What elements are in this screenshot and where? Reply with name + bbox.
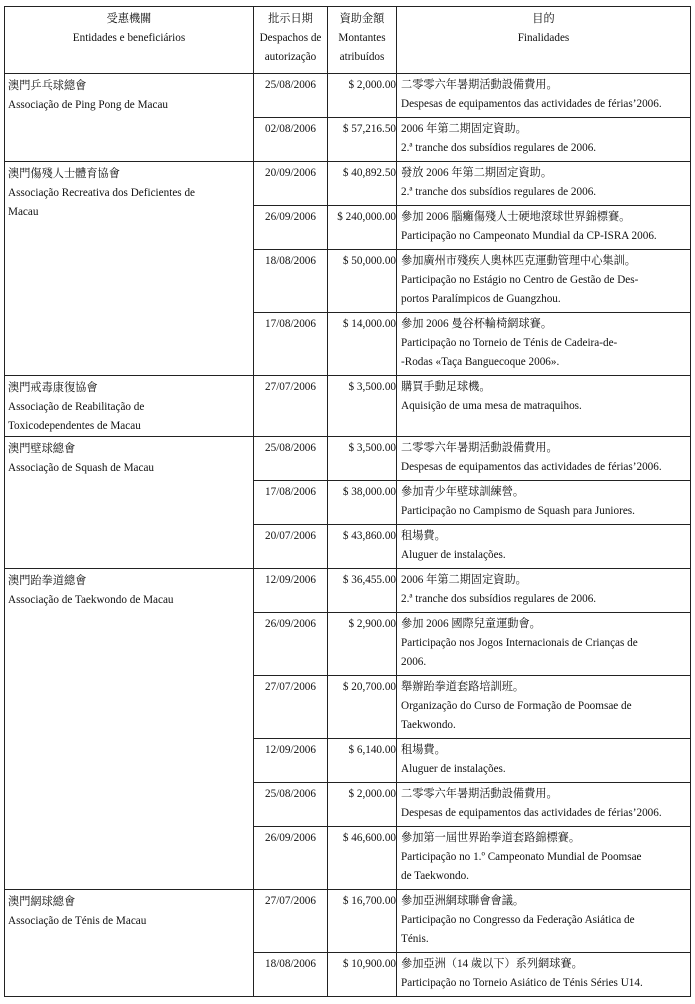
purpose-zh: 參加亞洲（14 歲以下）系列網球賽。 bbox=[401, 958, 583, 970]
dispatch-date: 18/08/2006 bbox=[254, 953, 328, 997]
entity-name-pt: Associação de Squash de Macau bbox=[8, 462, 155, 474]
amount-value: $ 3,500.00 bbox=[328, 376, 397, 437]
dispatch-date: 12/09/2006 bbox=[254, 569, 328, 613]
header-purposes-pt: Finalidades bbox=[517, 32, 570, 44]
purpose-pt: Aquisição de uma mesa de matraquihos. bbox=[401, 400, 582, 412]
purpose-zh: 參加 2006 曼谷杯輪椅網球賽。 bbox=[401, 318, 553, 330]
purpose-pt: Participação no Torneio Asiático de Ténis Séries U14. bbox=[401, 977, 643, 989]
purpose-pt: Ténis. bbox=[401, 933, 429, 945]
purpose-pt: Participação no Torneio de Ténis de Cadeira-de- bbox=[401, 337, 618, 349]
dispatch-date: 26/09/2006 bbox=[254, 613, 328, 676]
purpose-pt: Participação no 1.º Campeonato Mundial de Poomsae bbox=[401, 851, 642, 863]
amount-value: $ 240,000.00 bbox=[328, 206, 397, 250]
header-entities-pt: Entidades e beneficiários bbox=[72, 32, 186, 44]
entity-name-zh: 澳門乒乓球總會 bbox=[8, 80, 87, 92]
purpose-cell bbox=[397, 569, 691, 613]
dispatch-date: 25/08/2006 bbox=[254, 74, 328, 118]
purpose-cell bbox=[397, 118, 691, 162]
amount-value: $ 46,600.00 bbox=[328, 827, 397, 890]
purpose-zh: 租場費。 bbox=[401, 744, 446, 756]
dispatch-date: 26/09/2006 bbox=[254, 206, 328, 250]
table-row bbox=[5, 437, 691, 481]
table-row bbox=[5, 890, 691, 953]
purpose-cell bbox=[397, 890, 691, 953]
dispatch-date: 02/08/2006 bbox=[254, 118, 328, 162]
dispatch-date: 27/07/2006 bbox=[254, 890, 328, 953]
purpose-cell bbox=[397, 525, 691, 569]
amount-value: $ 10,900.00 bbox=[328, 953, 397, 997]
amount-value: $ 36,455.00 bbox=[328, 569, 397, 613]
header-dates-zh: 批示日期 bbox=[268, 13, 313, 25]
header-dates-pt1: Despachos de bbox=[259, 32, 322, 44]
purpose-pt: Taekwondo. bbox=[401, 719, 456, 731]
entity-name-pt: Macau bbox=[8, 206, 39, 218]
subsidies-table bbox=[4, 6, 691, 997]
purpose-pt: -Rodas «Taça Banguecoque 2006». bbox=[401, 356, 560, 368]
purpose-cell bbox=[397, 613, 691, 676]
header-amounts bbox=[328, 7, 397, 74]
purpose-cell bbox=[397, 250, 691, 313]
purpose-pt: Participação no Estágio no Centro de Gestão de Des- bbox=[401, 274, 639, 286]
purpose-cell bbox=[397, 437, 691, 481]
header-entities-zh: 受惠機關 bbox=[106, 13, 152, 25]
entity-name-pt: Associação de Ténis de Macau bbox=[8, 915, 147, 927]
entity-name-pt: Associação de Taekwondo de Macau bbox=[8, 594, 174, 606]
dispatch-date: 17/08/2006 bbox=[254, 313, 328, 376]
header-amounts-pt2: atribuídos bbox=[339, 51, 385, 63]
purpose-cell bbox=[397, 313, 691, 376]
purpose-cell bbox=[397, 676, 691, 739]
purpose-zh: 租場費。 bbox=[401, 530, 446, 542]
amount-value: $ 43,860.00 bbox=[328, 525, 397, 569]
entity-name-pt: Associação Recreativa dos Deficientes de bbox=[8, 187, 195, 199]
purpose-pt: Organização do Curso de Formação de Poomsae de bbox=[401, 700, 632, 712]
header-dates bbox=[254, 7, 328, 74]
purpose-pt: portos Paralímpicos de Guangzhou. bbox=[401, 293, 561, 305]
amount-value: $ 3,500.00 bbox=[328, 437, 397, 481]
amount-value: $ 40,892.50 bbox=[328, 162, 397, 206]
amount-value: $ 20,700.00 bbox=[328, 676, 397, 739]
header-amounts-pt1: Montantes bbox=[338, 32, 386, 44]
purpose-zh: 舉辦跆拳道套路培訓班。 bbox=[401, 681, 525, 693]
purpose-cell bbox=[397, 74, 691, 118]
purpose-pt: Participação no Campeonato Mundial da CP-ISRA 2006. bbox=[401, 230, 657, 242]
entity-name-pt: Toxicodependentes de Macau bbox=[8, 420, 141, 432]
header-purposes bbox=[397, 7, 691, 74]
table-body bbox=[5, 74, 691, 997]
purpose-cell bbox=[397, 481, 691, 525]
amount-value: $ 2,000.00 bbox=[328, 783, 397, 827]
dispatch-date: 18/08/2006 bbox=[254, 250, 328, 313]
purpose-pt: Despesas de equipamentos das actividades de férias’2006. bbox=[401, 98, 662, 110]
purpose-zh: 參加 2006 國際兒童運動會。 bbox=[401, 618, 541, 630]
amount-value: $ 14,000.00 bbox=[328, 313, 397, 376]
table-row bbox=[5, 376, 691, 437]
purpose-pt: Participação nos Jogos Internacionais de Crianças de bbox=[401, 637, 638, 649]
dispatch-date: 25/08/2006 bbox=[254, 783, 328, 827]
purpose-zh: 參加第一屆世界跆拳道套路錦標賽。 bbox=[401, 832, 581, 844]
entity-cell bbox=[5, 376, 254, 437]
purpose-zh: 2006 年第二期固定資助。 bbox=[401, 574, 527, 586]
dispatch-date: 27/07/2006 bbox=[254, 676, 328, 739]
purpose-zh: 參加廣州市殘疾人奧林匹克運動管理中心集訓。 bbox=[401, 255, 636, 267]
purpose-cell bbox=[397, 739, 691, 783]
purpose-cell bbox=[397, 953, 691, 997]
purpose-pt: 2006. bbox=[401, 656, 427, 668]
purpose-zh: 二零零六年暑期活動設備費用。 bbox=[401, 788, 558, 800]
entity-name-pt: Associação de Ping Pong de Macau bbox=[8, 99, 169, 111]
dispatch-date: 12/09/2006 bbox=[254, 739, 328, 783]
entity-name-pt: Associação de Reabilitação de bbox=[8, 401, 145, 413]
table-row bbox=[5, 74, 691, 118]
purpose-zh: 二零零六年暑期活動設備費用。 bbox=[401, 79, 558, 91]
header-dates-pt2: autorização bbox=[264, 51, 317, 63]
dispatch-date: 20/09/2006 bbox=[254, 162, 328, 206]
amount-value: $ 2,900.00 bbox=[328, 613, 397, 676]
purpose-zh: 二零零六年暑期活動設備費用。 bbox=[401, 442, 558, 454]
purpose-zh: 參加青少年壁球訓練營。 bbox=[401, 486, 525, 498]
purpose-pt: Aluguer de instalações. bbox=[401, 763, 506, 775]
dispatch-date: 26/09/2006 bbox=[254, 827, 328, 890]
entity-name-zh: 澳門網球總會 bbox=[8, 896, 76, 908]
purpose-zh: 發放 2006 年第二期固定資助。 bbox=[401, 167, 553, 179]
purpose-pt: 2.ª tranche dos subsídios regulares de 2006. bbox=[401, 593, 597, 605]
purpose-pt: Despesas de equipamentos das actividades de férias’2006. bbox=[401, 807, 662, 819]
header-purposes-zh: 目的 bbox=[532, 13, 555, 25]
amount-value: $ 57,216.50 bbox=[328, 118, 397, 162]
dispatch-date: 25/08/2006 bbox=[254, 437, 328, 481]
purpose-cell bbox=[397, 376, 691, 437]
entity-cell bbox=[5, 890, 254, 997]
purpose-zh: 參加 2006 腦癱傷殘人士硬地滾球世界錦標賽。 bbox=[401, 211, 631, 223]
dispatch-date: 27/07/2006 bbox=[254, 376, 328, 437]
purpose-pt: Despesas de equipamentos das actividades de férias’2006. bbox=[401, 461, 662, 473]
entity-cell bbox=[5, 74, 254, 162]
table-row bbox=[5, 162, 691, 206]
purpose-pt: 2.ª tranche dos subsídios regulares de 2006. bbox=[401, 142, 597, 154]
purpose-pt: de Taekwondo. bbox=[401, 870, 469, 882]
entity-name-zh: 澳門壁球總會 bbox=[8, 443, 76, 455]
amount-value: $ 16,700.00 bbox=[328, 890, 397, 953]
header-entities bbox=[5, 7, 254, 74]
entity-name-zh: 澳門戒毒康復協會 bbox=[8, 382, 98, 394]
purpose-cell bbox=[397, 783, 691, 827]
purpose-cell bbox=[397, 827, 691, 890]
entity-cell bbox=[5, 569, 254, 890]
purpose-zh: 購買手動足球機。 bbox=[401, 381, 491, 393]
purpose-cell bbox=[397, 206, 691, 250]
purpose-pt: Participação no Campismo de Squash para Juniores. bbox=[401, 505, 635, 517]
dispatch-date: 20/07/2006 bbox=[254, 525, 328, 569]
table-row bbox=[5, 569, 691, 613]
purpose-cell bbox=[397, 162, 691, 206]
dispatch-date: 17/08/2006 bbox=[254, 481, 328, 525]
header-amounts-zh: 資助金額 bbox=[339, 13, 385, 25]
purpose-pt: Participação no Congresso da Federação Asiática de bbox=[401, 914, 635, 926]
table-header-row bbox=[5, 7, 691, 74]
amount-value: $ 38,000.00 bbox=[328, 481, 397, 525]
purpose-pt: Aluguer de instalações. bbox=[401, 549, 506, 561]
entity-cell bbox=[5, 162, 254, 376]
entity-name-zh: 澳門傷殘人士體育協會 bbox=[8, 168, 120, 180]
amount-value: $ 50,000.00 bbox=[328, 250, 397, 313]
purpose-zh: 參加亞洲網球聯會會議。 bbox=[401, 895, 525, 907]
purpose-zh: 2006 年第二期固定資助。 bbox=[401, 123, 527, 135]
amount-value: $ 6,140.00 bbox=[328, 739, 397, 783]
entity-name-zh: 澳門跆拳道總會 bbox=[8, 575, 87, 587]
purpose-pt: 2.ª tranche dos subsídios regulares de 2006. bbox=[401, 186, 597, 198]
entity-cell bbox=[5, 437, 254, 569]
amount-value: $ 2,000.00 bbox=[328, 74, 397, 118]
